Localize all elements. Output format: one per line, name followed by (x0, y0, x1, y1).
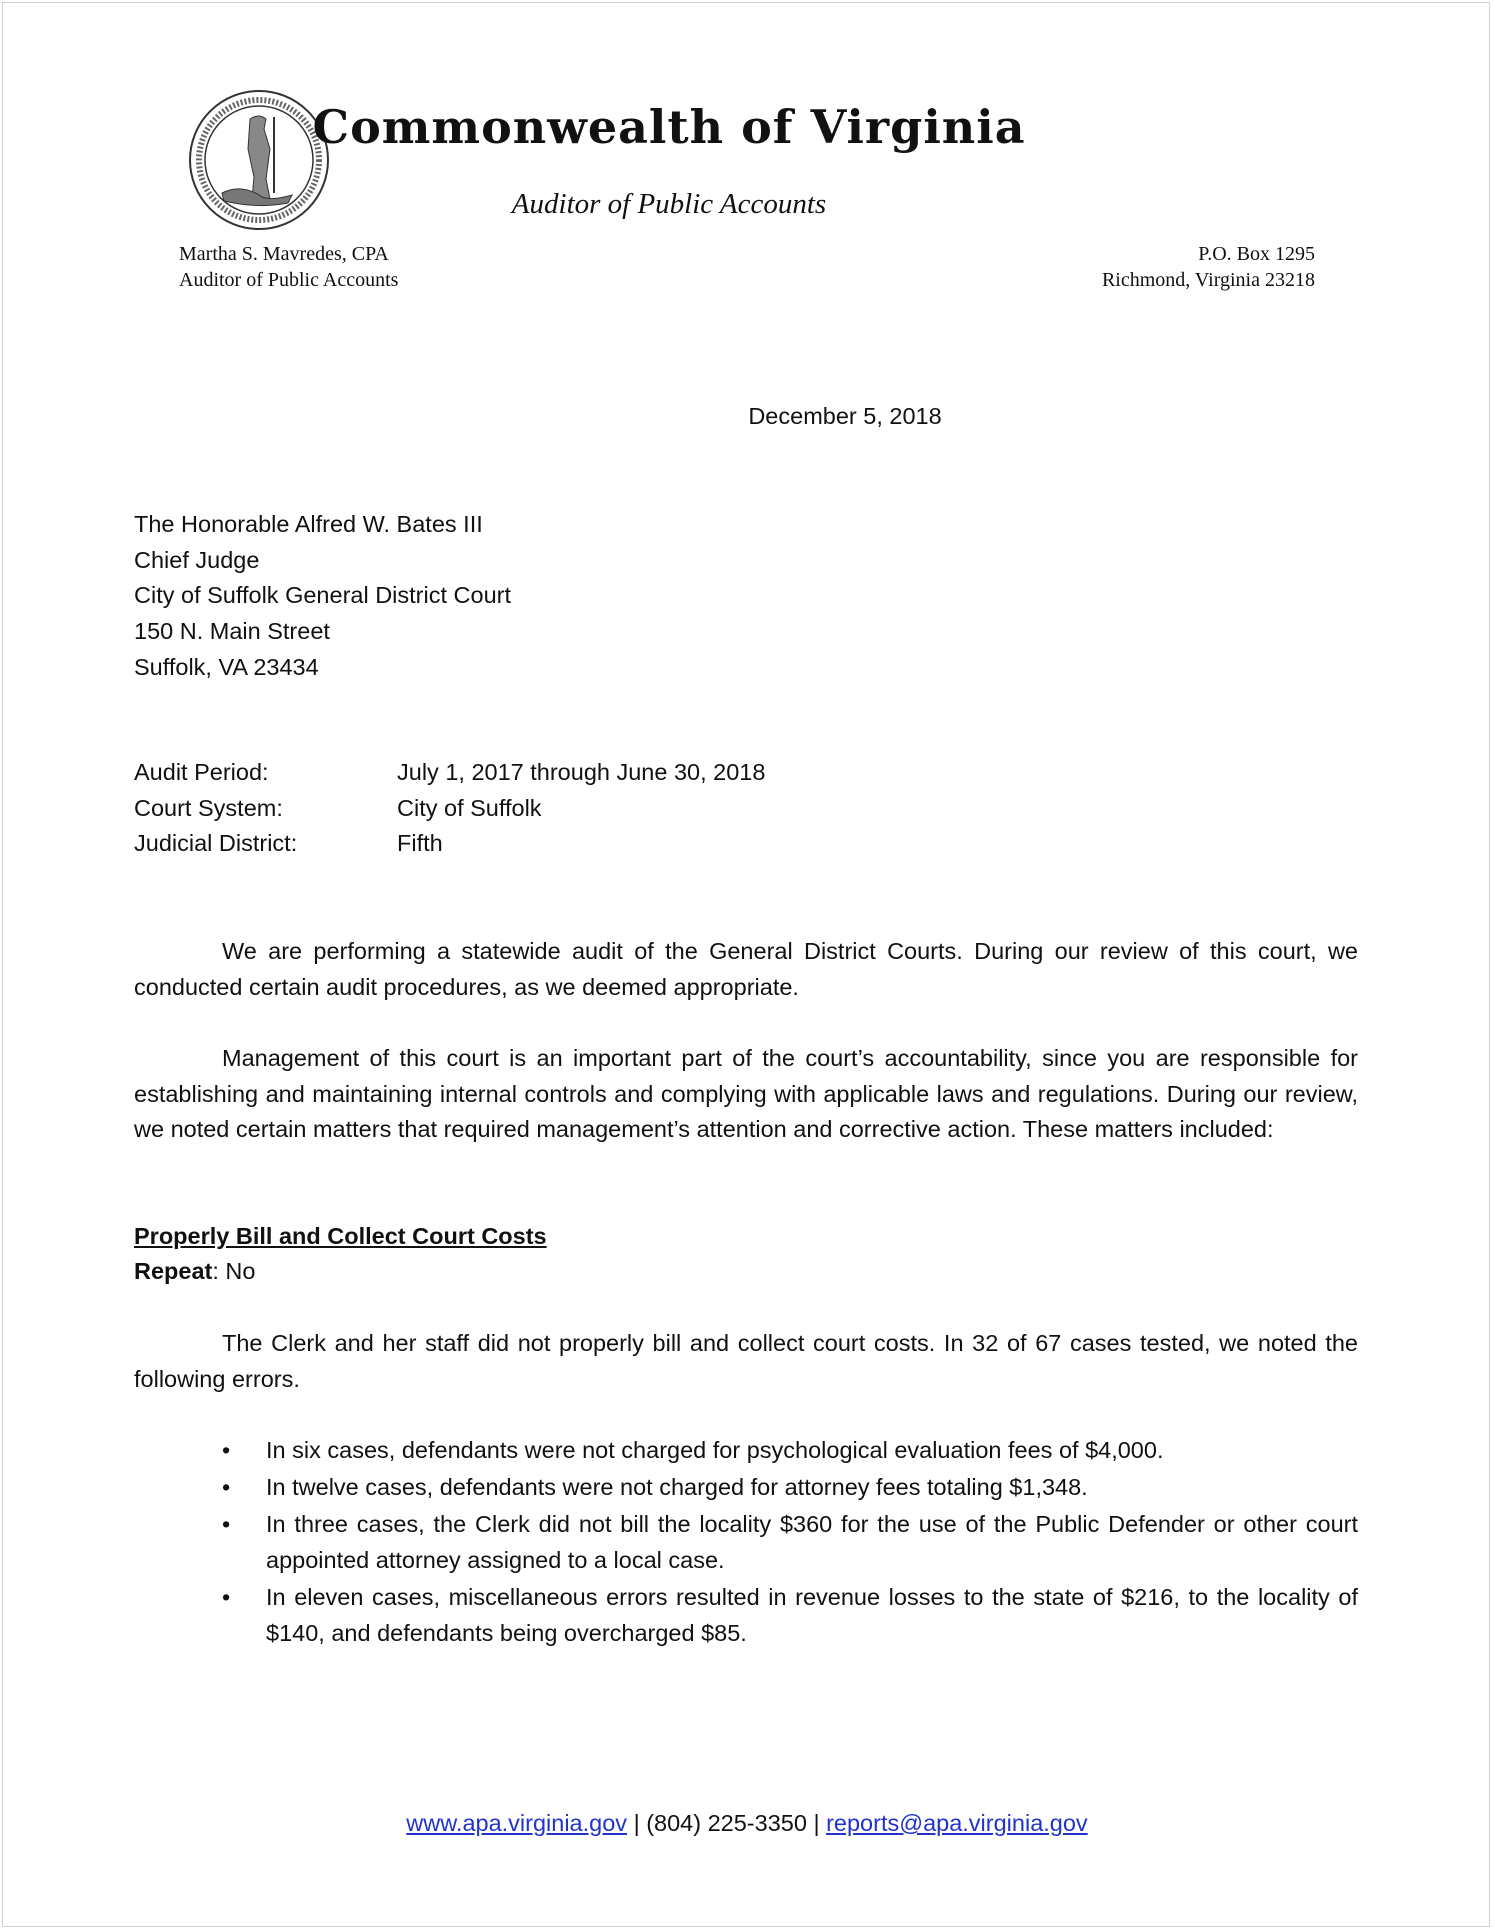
city-state-zip: Richmond, Virginia 23218 (1101, 269, 1315, 291)
footer (0, 1806, 1494, 1842)
list-item (134, 1470, 1358, 1506)
bullet-icon: • (222, 1584, 231, 1611)
mailing-address (1102, 241, 1315, 293)
email-link[interactable]: reports@apa.virginia.gov (826, 1810, 1088, 1836)
list-item-text: In six cases, defendants were not charged for psychological evaluation fees of $4,000. (266, 1437, 1164, 1463)
list-item-text: In three cases, the Clerk did not bill the locality $360 for the use of the Public Defender or other court appointed attorney assigned to a local case. (266, 1511, 1358, 1574)
bullet-icon: • (222, 1511, 231, 1538)
recipient-line: 150 N. Main Street (134, 618, 330, 645)
paragraph-text: The Clerk and her staff did not properly bill and collect court costs. In 32 of 67 cases tested, we noted the following errors. (134, 1330, 1358, 1392)
bullet-icon: • (222, 1437, 231, 1463)
audit-info-value: Fifth (397, 830, 443, 857)
repeat-status (134, 1254, 255, 1290)
paragraph-text: Management of this court is an important part of the court’s accountability, since you are responsible for establishing and maintaining internal controls and complying with applicable laws and regulations. During our review, we noted certain matters that required management’s attention and corrective action. These matters included: (134, 1045, 1358, 1143)
auditor-address (179, 241, 398, 293)
recipient-line: Chief Judge (134, 546, 260, 573)
finding-intro (134, 1326, 1358, 1397)
list-item-text: In twelve cases, defendants were not charged for attorney fees totaling $1,348. (266, 1474, 1088, 1501)
po-box: P.O. Box 1295 (1198, 243, 1315, 265)
repeat-value: : No (212, 1258, 256, 1284)
letterhead-subtitle: Auditor of Public Accounts (511, 188, 827, 220)
recipient-line: Suffolk, VA 23434 (134, 653, 319, 680)
letter-date: December 5, 2018 (748, 403, 942, 429)
paragraph (134, 1041, 1358, 1148)
bullet-icon: • (222, 1474, 231, 1501)
audit-info-label: Audit Period: (134, 759, 269, 785)
recipient-line: City of Suffolk General District Court (134, 582, 511, 609)
list-item-text: In eleven cases, miscellaneous errors resulted in revenue losses to the state of $216, to the locality of $140, and defendants being overcharged $85. (266, 1584, 1358, 1647)
list-item (134, 1433, 1358, 1469)
repeat-label: Repeat (134, 1258, 213, 1284)
audit-info-value: City of Suffolk (397, 794, 542, 821)
audit-info-row (134, 791, 765, 827)
audit-info-label: Judicial District: (134, 830, 298, 857)
paragraph-text: We are performing a statewide audit of the General District Courts. During our review of this court, we conducted certain audit procedures, as we deemed appropriate. (134, 938, 1358, 1000)
list-item (134, 1580, 1358, 1651)
letterhead-title: Commonwealth of Virginia (312, 100, 1026, 154)
recipient-line: The Honorable Alfred W. Bates III (134, 511, 483, 537)
recipient-block (134, 507, 511, 686)
auditor-name: Martha S. Mavredes, CPA (179, 243, 389, 265)
finding-bullets (134, 1433, 1358, 1653)
website-link[interactable]: www.apa.virginia.gov (406, 1810, 628, 1836)
finding-heading: Properly Bill and Collect Court Costs (134, 1223, 547, 1249)
audit-info-row (134, 826, 765, 862)
phone-number: | (804) 225-3350 | (627, 1810, 827, 1836)
audit-info-value: July 1, 2017 through June 30, 2018 (397, 759, 766, 785)
audit-info-row (134, 755, 765, 791)
audit-info (134, 755, 765, 862)
list-item (134, 1507, 1358, 1578)
paragraph (134, 934, 1358, 1005)
auditor-title: Auditor of Public Accounts (179, 269, 399, 291)
audit-info-label: Court System: (134, 794, 283, 821)
